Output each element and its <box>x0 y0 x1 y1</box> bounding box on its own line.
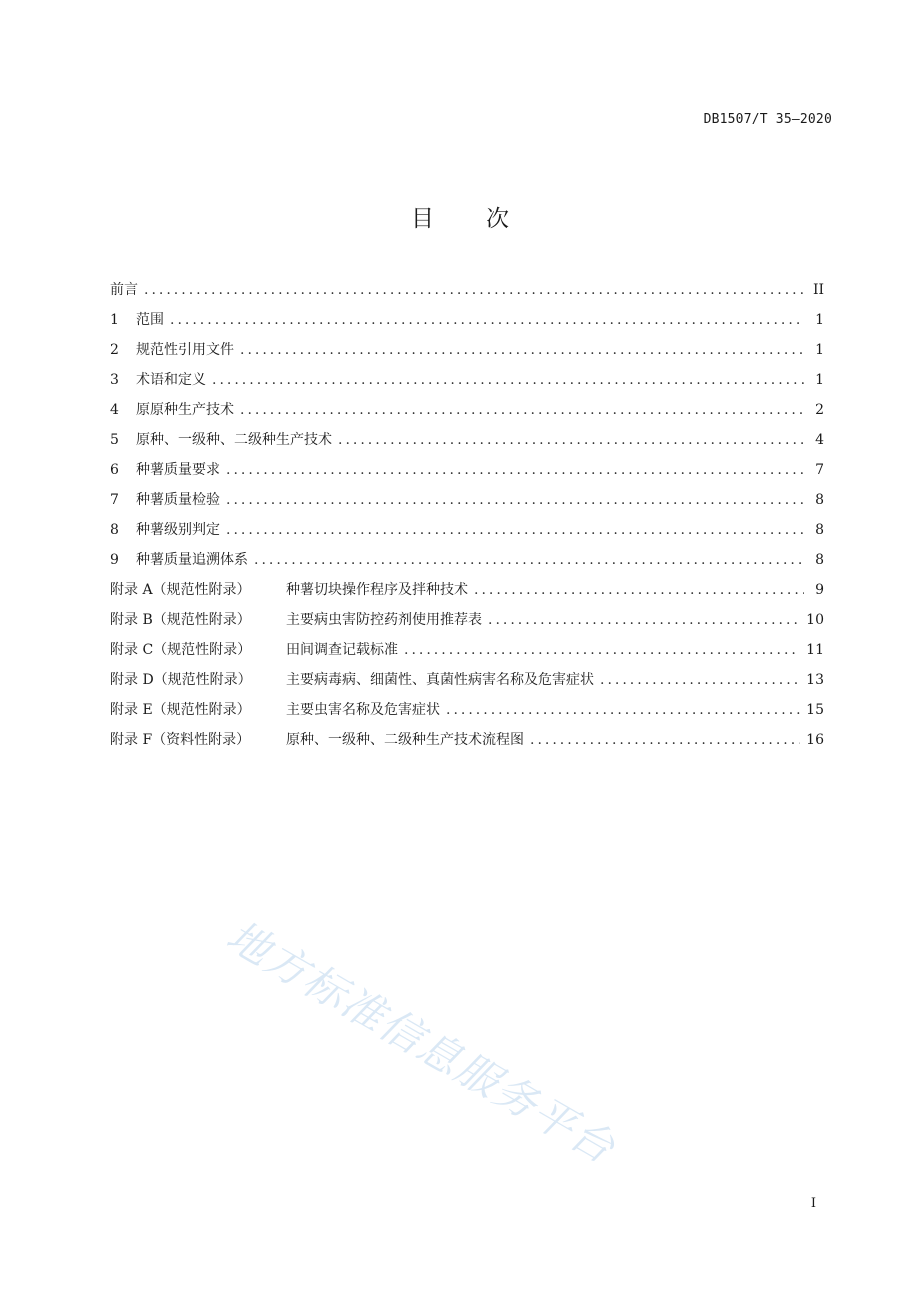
toc-leader-dots <box>600 672 800 688</box>
toc-entry-number: 7 <box>110 492 119 508</box>
toc-entry-title: 种薯切块操作程序及拌种技术 <box>286 582 468 598</box>
toc-entry-6[interactable] <box>110 459 824 489</box>
toc-leader-dots <box>488 612 800 628</box>
toc-entry-page: II <box>812 282 824 298</box>
toc-entry-page: 13 <box>806 672 824 688</box>
toc-entry-5[interactable] <box>110 429 824 459</box>
page-title-char-2: 次 <box>486 206 509 232</box>
toc-entry-title: 范围 <box>136 312 164 328</box>
toc-entry-number: 5 <box>110 432 119 448</box>
toc-entry-title: 原原种生产技术 <box>136 402 234 418</box>
toc-entry-number: 6 <box>110 462 119 478</box>
toc-entry-page: 8 <box>815 492 824 508</box>
toc-entry-title: 田间调查记载标准 <box>286 642 398 658</box>
toc-entry-foreword[interactable] <box>110 279 824 309</box>
toc-entry-number: 9 <box>110 552 119 568</box>
toc-entry-4[interactable] <box>110 399 824 429</box>
toc-entry-9[interactable] <box>110 549 824 579</box>
toc-entry-page: 2 <box>815 402 824 418</box>
toc-leader-dots <box>530 732 800 748</box>
toc-entry-title: 原种、一级种、二级种生产技术流程图 <box>286 732 524 748</box>
toc-entry-title: 规范性引用文件 <box>136 342 234 358</box>
toc-entry-title: 主要病毒病、细菌性、真菌性病害名称及危害症状 <box>286 672 594 688</box>
toc-entry-title: 种薯质量要求 <box>136 462 220 478</box>
toc-entry-page: 8 <box>815 552 824 568</box>
toc-entry-title: 术语和定义 <box>136 372 206 388</box>
toc-appendix-label: 附录 D（规范性附录） <box>110 672 252 688</box>
toc-leader-dots <box>254 552 804 568</box>
toc-entry-7[interactable] <box>110 489 824 519</box>
toc-leader-dots <box>226 522 804 538</box>
toc-leader-dots <box>240 402 804 418</box>
toc-entry-title: 种薯级别判定 <box>136 522 220 538</box>
watermark: 地方标准信息服务平台 <box>218 910 625 1174</box>
toc-entry-page: 1 <box>815 312 824 328</box>
toc-entry-2[interactable] <box>110 339 824 369</box>
toc-entry-page: 11 <box>806 642 824 658</box>
toc-appendix-b[interactable] <box>110 609 824 639</box>
toc-entry-page: 9 <box>815 582 824 598</box>
toc-leader-dots <box>226 462 804 478</box>
page-title <box>0 200 920 233</box>
table-of-contents <box>110 279 824 759</box>
toc-entry-8[interactable] <box>110 519 824 549</box>
page-number: I <box>810 1196 816 1211</box>
toc-entry-page: 10 <box>806 612 824 628</box>
toc-appendix-d[interactable] <box>110 669 824 699</box>
toc-entry-page: 15 <box>806 702 824 718</box>
toc-appendix-label: 附录 A（规范性附录） <box>110 582 251 598</box>
toc-appendix-c[interactable] <box>110 639 824 669</box>
toc-entry-title: 种薯质量追溯体系 <box>136 552 248 568</box>
toc-appendix-a[interactable] <box>110 579 824 609</box>
toc-entry-page: 1 <box>815 342 824 358</box>
toc-leader-dots <box>240 342 804 358</box>
toc-entry-title: 主要病虫害防控药剂使用推荐表 <box>286 612 482 628</box>
toc-appendix-label: 附录 B（规范性附录） <box>110 612 251 628</box>
toc-entry-number: 8 <box>110 522 119 538</box>
toc-entry-title: 前言 <box>110 282 138 298</box>
toc-entry-number: 2 <box>110 342 119 358</box>
toc-entry-number: 1 <box>110 312 119 328</box>
toc-entry-3[interactable] <box>110 369 824 399</box>
toc-appendix-f[interactable] <box>110 729 824 759</box>
toc-appendix-label: 附录 E（规范性附录） <box>110 702 251 718</box>
toc-appendix-label: 附录 C（规范性附录） <box>110 642 252 658</box>
toc-entry-page: 16 <box>806 732 824 748</box>
toc-entry-page: 7 <box>815 462 824 478</box>
toc-appendix-e[interactable] <box>110 699 824 729</box>
toc-entry-number: 3 <box>110 372 119 388</box>
toc-leader-dots <box>446 702 800 718</box>
toc-entry-1[interactable] <box>110 309 824 339</box>
document-code: DB1507/T 35—2020 <box>703 112 832 127</box>
toc-entry-number: 4 <box>110 402 119 418</box>
toc-entry-title: 原种、一级种、二级种生产技术 <box>136 432 332 448</box>
toc-leader-dots <box>212 372 804 388</box>
toc-leader-dots <box>404 642 800 658</box>
page-title-char-1: 目 <box>411 206 434 232</box>
toc-leader-dots <box>226 492 804 508</box>
toc-leader-dots <box>474 582 804 598</box>
toc-entry-page: 8 <box>815 522 824 538</box>
toc-leader-dots <box>170 312 804 328</box>
toc-entry-title: 主要虫害名称及危害症状 <box>286 702 440 718</box>
toc-entry-page: 1 <box>815 372 824 388</box>
toc-appendix-label: 附录 F（资料性附录） <box>110 732 251 748</box>
toc-entry-title: 种薯质量检验 <box>136 492 220 508</box>
toc-leader-dots <box>144 282 804 298</box>
toc-entry-page: 4 <box>815 432 824 448</box>
toc-leader-dots <box>338 432 804 448</box>
